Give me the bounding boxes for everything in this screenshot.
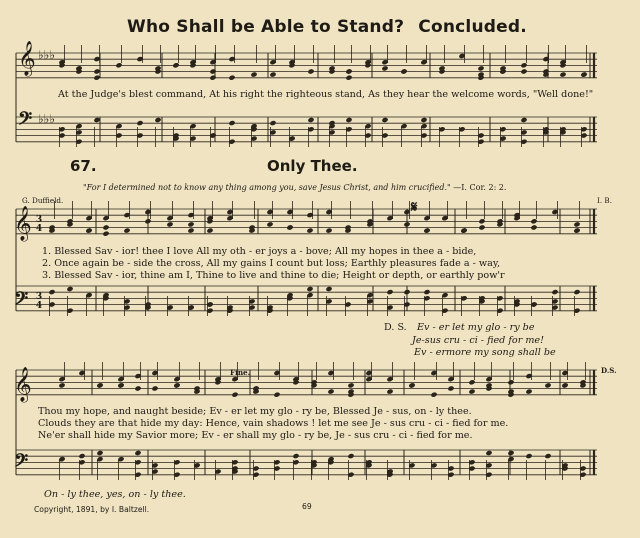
- note-head: [228, 75, 235, 81]
- note-head: [48, 289, 55, 295]
- ds-mark: D.S.: [601, 366, 617, 375]
- note-head: [273, 392, 280, 398]
- note-head: [85, 228, 92, 234]
- note-head: [325, 286, 332, 292]
- note-head: [400, 68, 407, 74]
- note-head: [209, 75, 216, 81]
- ds-label: D. S.: [384, 322, 407, 333]
- note-head: [551, 289, 558, 295]
- note-head: [573, 228, 580, 234]
- epigraph-text: "For I determined not to know any thing among you, save Jesus Christ, and him crucified.": [83, 183, 451, 192]
- note-head: [347, 453, 354, 459]
- note-head: [530, 224, 537, 230]
- note-head: [386, 389, 393, 395]
- note-head: [292, 453, 299, 459]
- hymn-title: Only Thee.: [267, 157, 358, 175]
- note-head: [58, 382, 65, 388]
- note-head: [386, 289, 393, 295]
- note-head: [151, 385, 158, 391]
- concluded-lyric: At the Judge's blest command, At his right the righteous stand, As they hear the welcome words, "Well done!": [58, 89, 594, 100]
- note-head: [559, 72, 566, 78]
- note-head: [468, 389, 475, 395]
- note-head: [173, 382, 180, 388]
- note-head: [96, 382, 103, 388]
- note-head: [306, 228, 313, 234]
- note-head: [544, 382, 551, 388]
- page-title: [127, 17, 527, 37]
- note-head: [250, 72, 257, 78]
- note-head: [96, 450, 103, 456]
- treble-clef-icon: 𝄞: [14, 206, 32, 241]
- verse-line-3: 3. Blessed Sav - ior, thine am I, Thine to live and thine to die; Height or depth, or earthly pow'r: [42, 270, 505, 281]
- note-head: [525, 389, 532, 395]
- epigraph: [83, 183, 506, 192]
- verse-line-1: 1. Blessed Sav - ior! thee I love All my oth - er joys a - bove; All my hopes in thee a - bide,: [42, 246, 477, 257]
- note-head: [580, 72, 587, 78]
- note-head: [430, 392, 437, 398]
- ds-line-1: Ev - er let my glo - ry be: [417, 322, 535, 333]
- note-head: [269, 72, 276, 78]
- note-head: [485, 450, 492, 456]
- epigraph-ref: —I. Cor. 2: 2.: [453, 183, 507, 192]
- bass-clef-icon: 𝄢: [18, 108, 33, 134]
- note-head: [423, 228, 430, 234]
- note-head: [306, 286, 313, 292]
- verse2-line-3: Ne'er shall hide my Savior more; Ev - er shall my glo - ry be, Je - sus cru - ci - fied for me.: [38, 430, 473, 441]
- time-signature: 3 4: [35, 215, 43, 234]
- note-head: [286, 224, 293, 230]
- note-head: [102, 224, 109, 230]
- note-head: [561, 382, 568, 388]
- note-head: [381, 117, 388, 123]
- note-head: [345, 75, 352, 81]
- bass-lyric: On - ly thee, yes, on - ly thee.: [44, 489, 186, 500]
- note-head: [327, 389, 334, 395]
- note-head: [307, 117, 314, 123]
- time-signature: 3 4: [35, 292, 43, 311]
- note-head: [477, 65, 484, 71]
- treble-clef-icon: 𝄞: [14, 367, 32, 402]
- note-head: [478, 218, 485, 224]
- note-head: [228, 120, 235, 126]
- note-head: [468, 379, 475, 385]
- note-head: [172, 62, 179, 68]
- note-head: [66, 286, 73, 292]
- note-head: [408, 382, 415, 388]
- note-head: [507, 379, 514, 385]
- note-head: [478, 224, 485, 230]
- note-head: [206, 228, 213, 234]
- hymn-number: 67.: [70, 157, 97, 175]
- note-head: [123, 228, 130, 234]
- segno-icon: 𝄋: [411, 198, 418, 216]
- note-head: [520, 117, 527, 123]
- note-head: [115, 62, 122, 68]
- note-head: [136, 120, 143, 126]
- note-head: [78, 453, 85, 459]
- note-head: [134, 450, 141, 456]
- note-head: [420, 117, 427, 123]
- note-head: [520, 62, 527, 68]
- note-head: [423, 289, 430, 295]
- note-head: [154, 117, 161, 123]
- bass-clef-icon: 𝄢: [14, 450, 29, 476]
- note-head: [345, 68, 352, 74]
- ds-line-2: Je-sus cru - ci - fied for me!: [412, 335, 544, 346]
- note-head: [573, 289, 580, 295]
- treble-clef-icon: 𝄞: [18, 41, 36, 76]
- verse2-line-2: Clouds they are that hide my day: Hence, vain shadows ! let me see Je - sus cru - ci - fied for me.: [38, 418, 509, 429]
- note-head: [307, 68, 314, 74]
- note-head: [520, 68, 527, 74]
- note-head: [134, 385, 141, 391]
- note-head: [117, 382, 124, 388]
- note-head: [460, 228, 467, 234]
- note-head: [381, 65, 388, 71]
- arranger: I. B.: [597, 196, 612, 205]
- fine-mark: Fine.: [230, 368, 251, 377]
- note-head: [209, 68, 216, 74]
- ds-line-3: Ev - ermore my song shall be: [414, 347, 556, 358]
- composer: G. Duffield.: [22, 196, 64, 205]
- note-head: [544, 453, 551, 459]
- key-signature-flats-icon: ♭♭♭: [38, 48, 55, 62]
- note-head: [447, 385, 454, 391]
- note-head: [187, 228, 194, 234]
- note-head: [102, 231, 109, 237]
- song-title: Who Shall be Able to Stand?: [127, 17, 405, 37]
- note-head: [269, 120, 276, 126]
- verse2-line-1: Thou my hope, and naught beside; Ev - er let my glo - ry be, Blessed Je - sus, on - ly thee.: [38, 406, 472, 417]
- page-number: 69: [302, 502, 312, 511]
- verse-line-2: 2. Once again be - side the cross, All my gains I count but loss; Earthly pleasures fade a - way,: [42, 258, 501, 269]
- note-head: [231, 392, 238, 398]
- note-head: [347, 382, 354, 388]
- note-head: [266, 221, 273, 227]
- note-head: [530, 218, 537, 224]
- note-head: [187, 221, 194, 227]
- note-head: [573, 221, 580, 227]
- note-head: [345, 117, 352, 123]
- note-head: [325, 228, 332, 234]
- song-subtitle: Concluded.: [418, 17, 527, 37]
- bass-clef-icon: 𝄢: [14, 288, 29, 314]
- copyright: Copyright, 1891, by I. Baltzell.: [34, 505, 150, 514]
- note-head: [166, 221, 173, 227]
- note-head: [507, 450, 514, 456]
- key-signature-flats-icon: ♭♭♭: [38, 112, 55, 126]
- note-head: [525, 453, 532, 459]
